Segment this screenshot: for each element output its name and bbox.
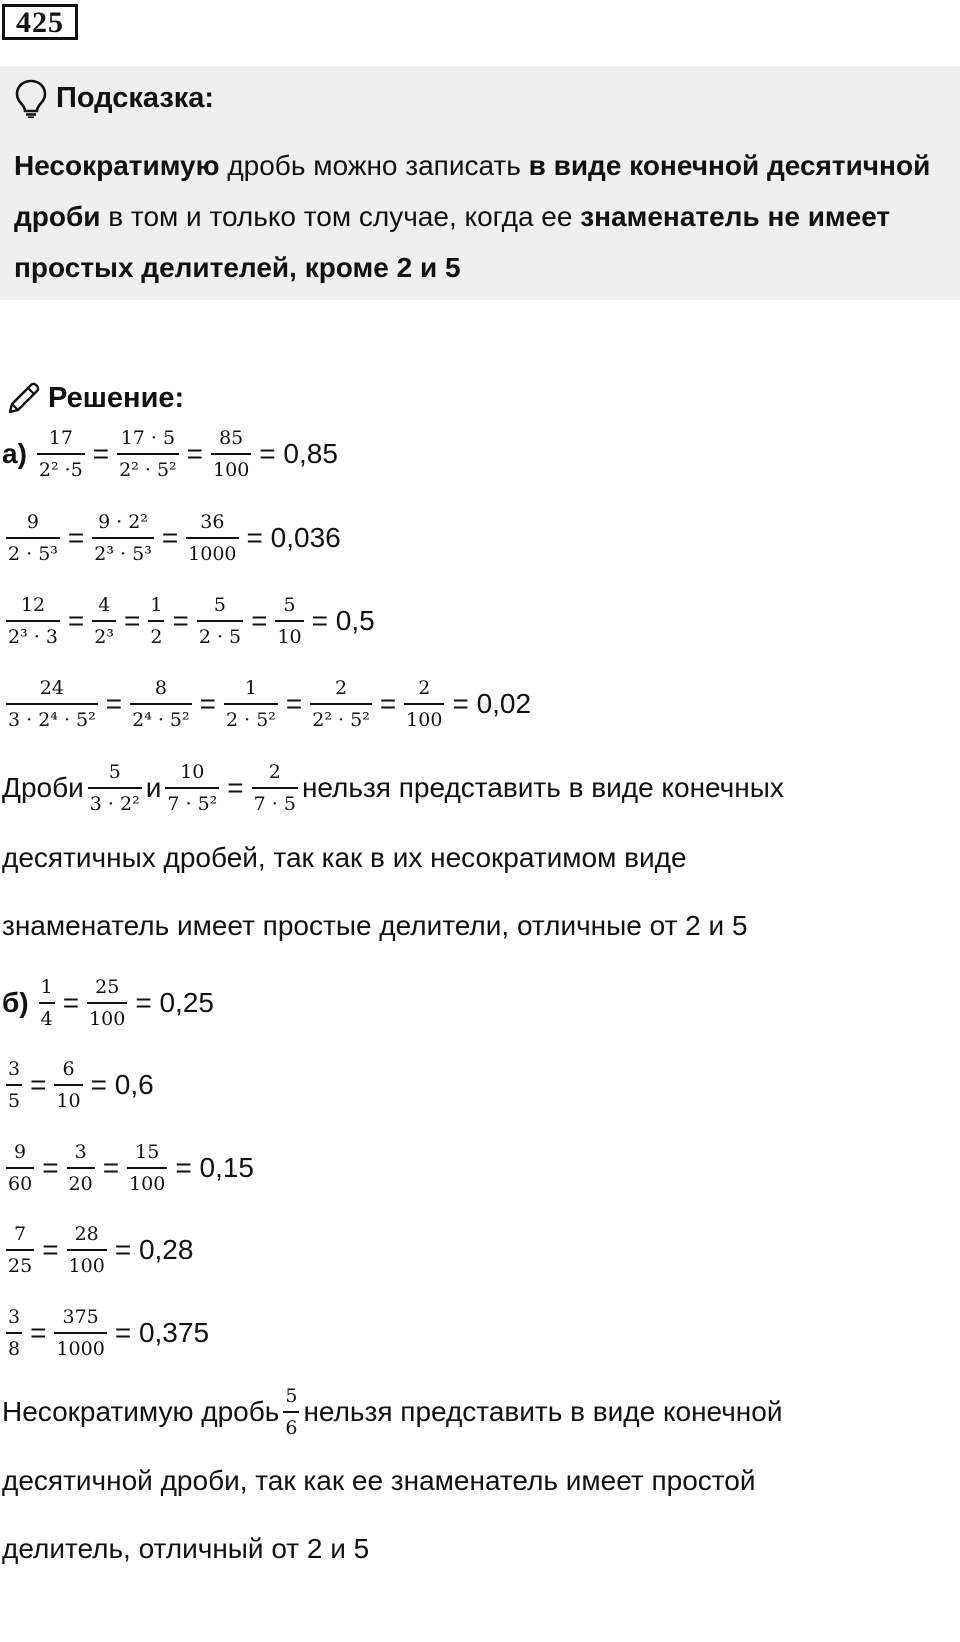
equals-sign: = (186, 438, 204, 469)
hint-bold-1: Несократимую (14, 150, 220, 181)
equals-sign: = (30, 1069, 47, 1100)
fraction-denominator: 25 (6, 1249, 34, 1278)
fraction-denominator: 2² · 5² (117, 453, 179, 482)
equals-sign: = (62, 987, 80, 1018)
fraction-numerator: 1 (150, 594, 163, 616)
fraction-numerator: 85 (219, 427, 244, 449)
fraction-denominator: 5 (6, 1084, 22, 1113)
fraction-denominator: 2³ · 3 (6, 620, 60, 649)
fraction (39, 975, 55, 1031)
fraction-denominator: 20 (67, 1167, 95, 1196)
fraction (224, 676, 278, 732)
hint-text-4: в том и только том случае, когда ее (100, 201, 581, 232)
hint-bold-3: в виде конечной десятичной дроби (14, 150, 931, 232)
fraction-denominator: 2² ·5 (37, 453, 85, 482)
fraction-numerator: 28 (74, 1223, 99, 1245)
fraction-numerator: 2 (335, 677, 348, 699)
hint-box (0, 66, 960, 300)
solution-title: Решение: (48, 381, 185, 414)
text-line: делитель, отличный от 2 и 5 (2, 1533, 370, 1564)
fraction-numerator: 3 (8, 1058, 21, 1080)
result: = 0,25 (135, 987, 214, 1018)
result: = 0,85 (259, 438, 338, 469)
equation-line (2, 593, 379, 649)
fraction-denominator: 2 · 5³ (6, 537, 60, 566)
note-text: нельзя представить в виде конечной (303, 1396, 783, 1427)
fraction (6, 676, 98, 732)
fraction-denominator: 1000 (186, 537, 238, 566)
fraction-denominator: 2³ · 5³ (92, 537, 154, 566)
part-label: а) (2, 438, 27, 469)
fraction (37, 426, 85, 482)
fraction-numerator: 2 (268, 761, 281, 783)
fraction-numerator: 6 (62, 1058, 75, 1080)
hint-text-2: дробь можно записать (219, 150, 529, 181)
note-line (2, 760, 784, 816)
note-line (2, 1384, 782, 1440)
equals-sign: = (30, 1317, 47, 1348)
fraction (283, 1384, 299, 1440)
equals-sign: = (161, 522, 179, 553)
result: = 0,28 (114, 1234, 194, 1265)
fraction (67, 1140, 95, 1196)
hint-header (14, 76, 214, 120)
note-text: нельзя представить в виде конечных (301, 772, 784, 803)
equals-sign: = (92, 438, 110, 469)
fraction (92, 510, 154, 566)
fraction (6, 1222, 34, 1278)
fraction-numerator: 25 (95, 976, 120, 998)
solution-header (6, 376, 184, 420)
fraction-numerator: 4 (98, 594, 111, 616)
text-line: десятичной дроби, так как ее знаменатель имеет простой (2, 1465, 756, 1496)
fraction-denominator: 100 (211, 453, 251, 482)
fraction-denominator: 7 · 5 (252, 787, 298, 816)
fraction-numerator: 9 (26, 511, 39, 533)
fraction-denominator: 100 (404, 703, 444, 732)
fraction-numerator: 12 (20, 594, 46, 616)
fraction-numerator: 24 (39, 677, 64, 699)
fraction-denominator: 2 (148, 620, 164, 649)
fraction-denominator: 2² · 5² (310, 703, 372, 732)
equals-sign: = (379, 688, 397, 719)
equals-sign: = (105, 688, 123, 719)
fraction-denominator: 2 · 5² (224, 703, 278, 732)
part-label: б) (2, 987, 29, 1018)
fraction (186, 510, 238, 566)
fraction-numerator: 375 (62, 1306, 99, 1328)
fraction (275, 593, 303, 649)
equation-line (2, 1057, 158, 1113)
result: = 0,6 (90, 1069, 154, 1100)
text-line: десятичных дробей, так как в их несократимом виде (2, 842, 687, 873)
fraction (6, 1140, 34, 1196)
fraction-numerator: 17 · 5 (120, 427, 176, 449)
fraction-denominator: 8 (6, 1332, 22, 1361)
fraction-denominator: 4 (39, 1002, 55, 1031)
text-line: знаменатель имеет простые делители, отличные от 2 и 5 (2, 910, 748, 941)
fraction-numerator: 9 (14, 1141, 27, 1163)
fraction-denominator: 1000 (54, 1332, 106, 1361)
fraction (6, 593, 60, 649)
fraction-numerator: 5 (213, 594, 226, 616)
equals-sign: = (67, 605, 85, 636)
equation-line (2, 1140, 258, 1196)
note-text: и (145, 772, 162, 803)
fraction (404, 676, 444, 732)
fraction-numerator: 1 (244, 677, 257, 699)
equation-line (2, 975, 218, 1031)
equals-sign: = (172, 605, 189, 636)
fraction-numerator: 3 (74, 1141, 87, 1163)
fraction-numerator: 5 (285, 1385, 298, 1407)
fraction (117, 426, 179, 482)
fraction (92, 593, 116, 649)
fraction-numerator: 3 (8, 1306, 21, 1328)
equals-sign: = (124, 605, 141, 636)
result: = 0,375 (114, 1317, 210, 1348)
equals-sign: = (199, 688, 216, 719)
fraction-numerator: 2 (418, 677, 431, 699)
fraction-numerator: 36 (200, 511, 225, 533)
equation-line (2, 510, 345, 566)
fraction (54, 1305, 106, 1361)
fraction-denominator: 7 · 5² (165, 787, 219, 816)
fraction-numerator: 10 (180, 761, 205, 783)
fraction (6, 1057, 22, 1113)
fraction-denominator: 60 (6, 1167, 34, 1196)
fraction-numerator: 1 (40, 976, 53, 998)
fraction (54, 1057, 82, 1113)
equals-sign: = (102, 1152, 120, 1183)
fraction (211, 426, 251, 482)
fraction (130, 676, 192, 732)
fraction-denominator: 10 (275, 620, 303, 649)
hint-title: Подсказка: (56, 81, 215, 114)
equation-line (2, 426, 342, 482)
fraction-numerator: 5 (108, 761, 121, 783)
fraction-denominator: 100 (127, 1167, 167, 1196)
fraction (252, 760, 298, 816)
fraction-denominator: 2³ (92, 620, 116, 649)
result: = 0,5 (311, 605, 375, 636)
fraction (310, 676, 372, 732)
fraction-numerator: 5 (283, 594, 296, 616)
problem-number: 425 (2, 4, 78, 40)
fraction-numerator: 8 (154, 677, 167, 699)
fraction (6, 510, 60, 566)
equals-sign: = (285, 688, 303, 719)
fraction-denominator: 100 (67, 1249, 107, 1278)
fraction (197, 593, 243, 649)
result: = 0,15 (175, 1152, 254, 1183)
equals-sign: = (251, 605, 268, 636)
fraction (165, 760, 219, 816)
fraction-denominator: 2 · 5 (197, 620, 243, 649)
fraction (88, 760, 142, 816)
fraction-denominator: 100 (87, 1002, 127, 1031)
fraction (127, 1140, 167, 1196)
result: = 0,036 (246, 522, 341, 553)
fraction-denominator: 3 · 2² (88, 787, 142, 816)
fraction (67, 1222, 107, 1278)
pencil-icon (6, 380, 42, 416)
equation-line (2, 676, 535, 732)
fraction-denominator: 6 (283, 1411, 299, 1440)
lightbulb-icon (14, 78, 48, 118)
equation-line (2, 1222, 197, 1278)
fraction (148, 593, 164, 649)
fraction-denominator: 10 (54, 1084, 82, 1113)
fraction (87, 975, 127, 1031)
fraction-denominator: 2⁴ · 5² (130, 703, 192, 732)
fraction-numerator: 17 (48, 427, 73, 449)
fraction (6, 1305, 22, 1361)
hint-bold-5: знаменатель не имеет простых делителей, кроме 2 и 5 (14, 201, 891, 283)
note-text: Несократимую дробь (2, 1396, 280, 1427)
hint-text (14, 140, 944, 293)
note-text: Дроби (2, 772, 84, 803)
fraction-denominator: 3 · 2⁴ · 5² (6, 703, 98, 732)
fraction-numerator: 15 (135, 1141, 160, 1163)
equation-line (2, 1305, 213, 1361)
equals-sign: = (67, 522, 85, 553)
equals-sign: = (227, 772, 244, 803)
equals-sign: = (42, 1152, 59, 1183)
fraction-numerator: 9 · 2² (98, 511, 148, 533)
fraction-numerator: 7 (14, 1223, 27, 1245)
equals-sign: = (42, 1234, 59, 1265)
result: = 0,02 (452, 688, 532, 719)
